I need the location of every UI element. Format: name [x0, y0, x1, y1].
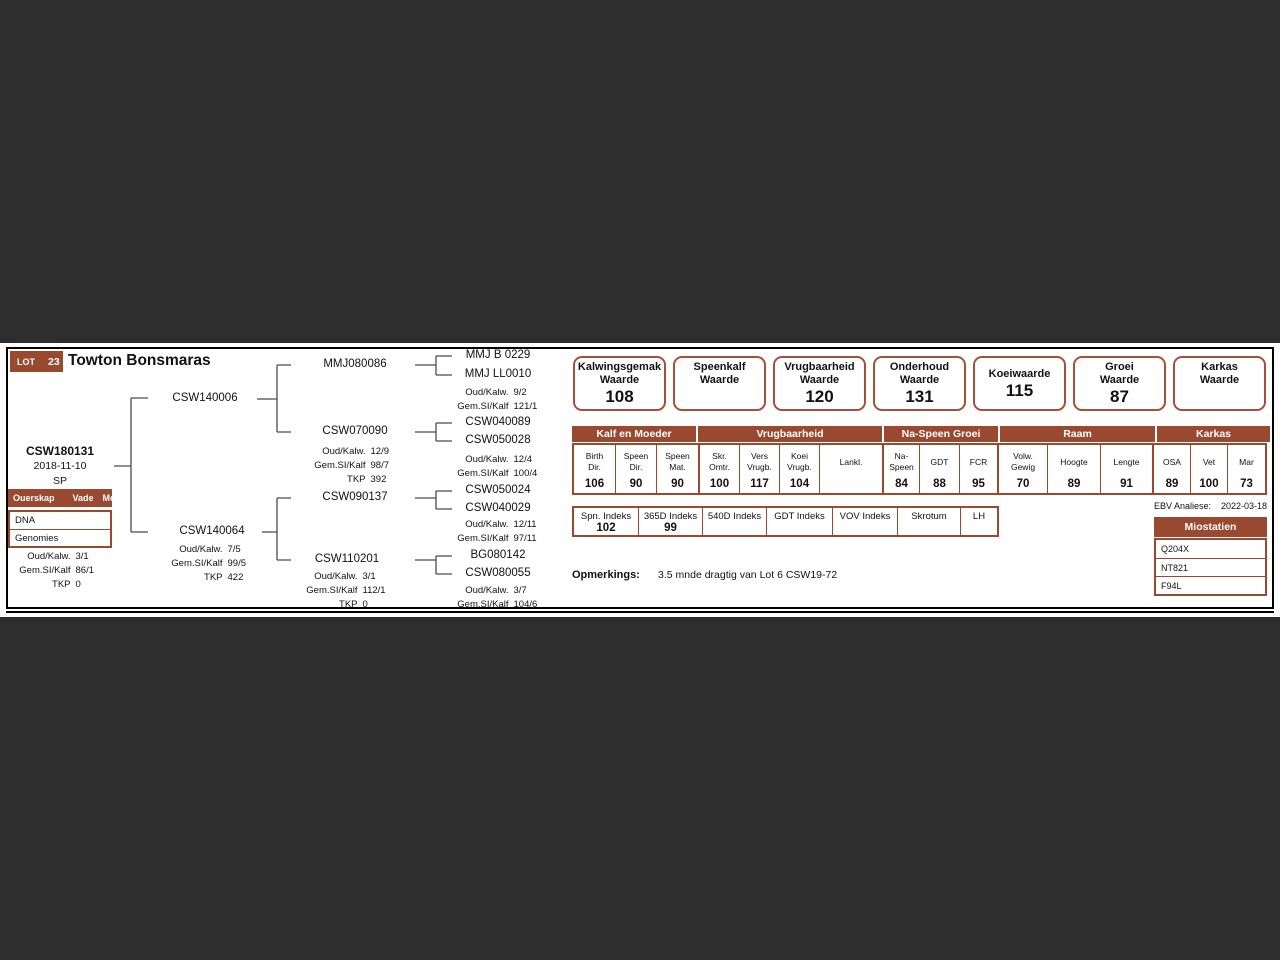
stat-value: 9/2: [513, 386, 527, 398]
pedigree-gen4-name: CSW040089: [465, 416, 531, 428]
stat-label: TKP: [52, 578, 71, 590]
stat-value: 97/11: [513, 532, 537, 544]
stat-label: Oud/Kalw.: [27, 550, 71, 562]
stat-label: Gem.SI/Kalf: [19, 564, 71, 576]
ebv-analysis-label: EBV Analiese:: [1154, 501, 1212, 511]
miostatien-row-f94l: F94L: [1156, 576, 1265, 594]
ebv-cell-osa: OSA 89: [1152, 445, 1190, 493]
value-box-vrugbaarheid: [773, 356, 866, 411]
value-box-label: Vrugbaarheid: [784, 361, 855, 373]
index-cell-365d-indeks: 365D Indeks 99: [638, 508, 702, 535]
index-row: [572, 506, 999, 537]
ebv-cell-skr-omtr: Skr. Omtr. 100: [698, 445, 739, 493]
stat-value: 7/5: [227, 543, 241, 555]
stat-label: TKP: [339, 598, 358, 610]
pedigree-sire-name: CSW140006: [172, 392, 238, 404]
pedigree-dam-sire-name: CSW090137: [322, 491, 388, 503]
stat-value: 100/4: [513, 467, 538, 479]
index-cell-540d-indeks: 540D Indeks: [702, 508, 766, 535]
stat-value: 112/1: [362, 584, 386, 596]
ebv-cell-koei-vrugb: Koei Vrugb. 104: [779, 445, 819, 493]
pedigree-sire-sire-name: MMJ080086: [323, 358, 387, 370]
pedigree-gen4-stats: [438, 583, 558, 611]
miostatien-box: [1154, 538, 1267, 596]
stat-value: 422: [227, 571, 244, 583]
stat-label: Gem.SI/Kalf: [457, 532, 509, 544]
stat-label: TKP: [204, 571, 223, 583]
stat-value: 86/1: [75, 564, 94, 576]
subject-name: CSW180131: [25, 444, 95, 458]
stat-label: Gem.SI/Kalf: [171, 557, 223, 569]
page-title: Towton Bonsmaras: [68, 352, 211, 369]
catalog-page: [0, 343, 1280, 617]
remarks: [572, 569, 837, 581]
pedigree-dam-dam-name: CSW110201: [314, 553, 380, 565]
subject-birth-date: 2018-11-10: [33, 460, 87, 472]
stat-label: Gem.SI/Kalf: [457, 598, 509, 610]
stat-label: Gem.SI/Kalf: [457, 467, 509, 479]
ebv-cell-speen-dir: Speen Dir. 90: [615, 445, 656, 493]
ebv-cell-hoogte: Hoogte 89: [1047, 445, 1100, 493]
ebv-analysis: [1154, 501, 1267, 511]
pedigree-gen4-name: CSW040029: [465, 502, 531, 514]
pedigree-gen4-stats: [438, 385, 558, 413]
index-cell-gdt-indeks: GDT Indeks: [766, 508, 832, 535]
value-boxes: [573, 356, 1266, 411]
stat-label: Oud/Kalw.: [465, 386, 509, 398]
value-box-kalwingsgemak: [573, 356, 666, 411]
pedigree-gen4-name: CSW050024: [465, 484, 531, 496]
value-box-value: 115: [1005, 380, 1034, 400]
stat-label: Oud/Kalw.: [179, 543, 223, 555]
stat-value: 0: [362, 598, 368, 610]
stat-value: 12/11: [513, 518, 537, 530]
stat-label: Oud/Kalw.: [314, 570, 358, 582]
index-cell-vov-indeks: VOV Indeks: [832, 508, 897, 535]
miostatien-row-q204x: Q204X: [1161, 544, 1190, 554]
value-box-label: Groei: [1105, 361, 1134, 373]
genomics-row-genomies: Genomies: [10, 529, 110, 546]
parentage-bar: [8, 489, 127, 507]
stat-value: 98/7: [370, 459, 389, 471]
pedigree-gen4-name: BG080142: [470, 549, 526, 561]
ebv-group-headers: [572, 426, 1270, 442]
genomics-box: [8, 510, 112, 548]
ebv-group-raam: Raam: [1000, 426, 1155, 442]
pedigree-dam-name: CSW140064: [179, 525, 245, 537]
ebv-group-na-speen-groei: Na-Speen Groei: [884, 426, 998, 442]
ebv-analysis-date: 2022-03-18: [1220, 501, 1267, 511]
parentage-bar-vade: Vade: [72, 493, 94, 503]
ebv-table-body: [572, 443, 1267, 495]
stat-label: Gem.SI/Kalf: [306, 584, 358, 596]
stat-label: Oud/Kalw.: [465, 584, 509, 596]
ebv-cell-lengte: Lengte 91: [1100, 445, 1152, 493]
ebv-cell-na-speen: Na- Speen 84: [882, 445, 919, 493]
value-box-value: 131: [905, 387, 934, 406]
miostatien-header: Miostatien: [1154, 517, 1267, 537]
stat-value: 12/9: [370, 445, 389, 457]
ebv-cell-volw-gewig: Volw. Gewig 70: [997, 445, 1047, 493]
ebv-cell-vers-vrugb: Vers Vrugb. 117: [739, 445, 779, 493]
value-box-speenkalf: [673, 356, 766, 411]
stat-value: 3/7: [513, 584, 527, 596]
pedigree-dam-stats: [157, 542, 267, 584]
value-box-groei: [1073, 356, 1166, 411]
value-box-label: Onderhoud: [889, 361, 950, 373]
remarks-label: Opmerkings:: [572, 569, 640, 581]
parentage-bar-moed: Moed: [102, 493, 127, 503]
ebv-cell-lankl: Lankl.: [819, 445, 882, 493]
index-cell-spn-indeks: Spn. Indeks 102: [580, 511, 632, 534]
pedigree-gen4-stats: [438, 517, 558, 545]
value-box-label: Waarde: [799, 374, 840, 386]
value-box-value: 120: [805, 387, 834, 406]
stat-value: 0: [75, 578, 81, 590]
pedigree-gen4-name: MMJ B 0229: [465, 349, 531, 361]
ebv-cell-birth-dir: Birth Dir. 106: [584, 451, 605, 490]
remarks-text: 3.5 mnde dragtig van Lot 6 CSW19-72: [658, 569, 838, 581]
value-box-label: Waarde: [1199, 374, 1240, 386]
stat-value: 12/4: [513, 453, 532, 465]
value-box-label: Speenkalf: [693, 361, 746, 373]
value-box-koeiwaarde: [973, 356, 1066, 411]
stat-label: TKP: [347, 473, 366, 485]
stat-value: 392: [370, 473, 387, 485]
index-cell-skrotum: Skrotum: [897, 508, 960, 535]
ebv-cell-gdt: GDT 88: [919, 445, 959, 493]
stat-value: 104/6: [513, 598, 538, 610]
stat-label: Gem.SI/Kalf: [457, 400, 509, 412]
subject-stats: [5, 549, 115, 591]
subject-code: SP: [52, 475, 67, 487]
value-box-label: Koeiwaarde: [988, 367, 1051, 380]
value-box-value: 108: [605, 387, 634, 406]
value-box-label: Waarde: [699, 374, 740, 386]
ebv-group-vrugbaarheid: Vrugbaarheid: [698, 426, 882, 442]
pedigree-sire-dam-name: CSW070090: [322, 425, 388, 437]
pedigree-gen4-name: MMJ LL0010: [464, 368, 532, 380]
ebv-cell-fcr: FCR 95: [959, 445, 997, 493]
lot-label: LOT: [17, 356, 35, 367]
ebv-group-karkas: Karkas: [1157, 426, 1270, 442]
value-box-label: Waarde: [1099, 374, 1140, 386]
value-box-label: Waarde: [899, 374, 940, 386]
stat-label: Oud/Kalw.: [465, 453, 509, 465]
miostatien-row-nt821: NT821: [1156, 558, 1265, 576]
stat-label: Oud/Kalw.: [465, 518, 509, 530]
value-box-label: Karkas: [1201, 361, 1238, 373]
ebv-group-kalf-en-moeder: Kalf en Moeder: [572, 426, 696, 442]
stat-label: Gem.SI/Kalf: [314, 459, 366, 471]
parentage-bar-ouerskap: Ouerskap: [13, 493, 55, 503]
pedigree-gen4-name: CSW080055: [465, 567, 531, 579]
pedigree-gen4-name: CSW050028: [465, 434, 531, 446]
value-box-onderhoud: [873, 356, 966, 411]
value-box-label: Waarde: [599, 374, 640, 386]
stat-value: 121/1: [513, 400, 538, 412]
stat-value: 3/1: [75, 550, 89, 562]
index-cell-lh: LH: [960, 508, 997, 535]
stat-value: 3/1: [362, 570, 376, 582]
ebv-cell-mar: Mar 73: [1227, 445, 1265, 493]
ebv-cell-vet: Vet 100: [1190, 445, 1227, 493]
pedigree-gen4-stats: [438, 452, 558, 480]
stat-value: 99/5: [227, 557, 246, 569]
genomics-row-dna: DNA: [15, 515, 36, 526]
stat-label: Oud/Kalw.: [322, 445, 366, 457]
lot-number: 23: [48, 355, 60, 368]
value-box-karkas: [1173, 356, 1266, 411]
value-box-value: 87: [1110, 387, 1129, 406]
value-box-label: Kalwingsgemak: [577, 361, 662, 373]
pedigree-sire-dam-stats: [295, 444, 415, 486]
ebv-cell-speen-mat: Speen Mat. 90: [656, 445, 698, 493]
pedigree-dam-dam-stats: [287, 569, 407, 611]
